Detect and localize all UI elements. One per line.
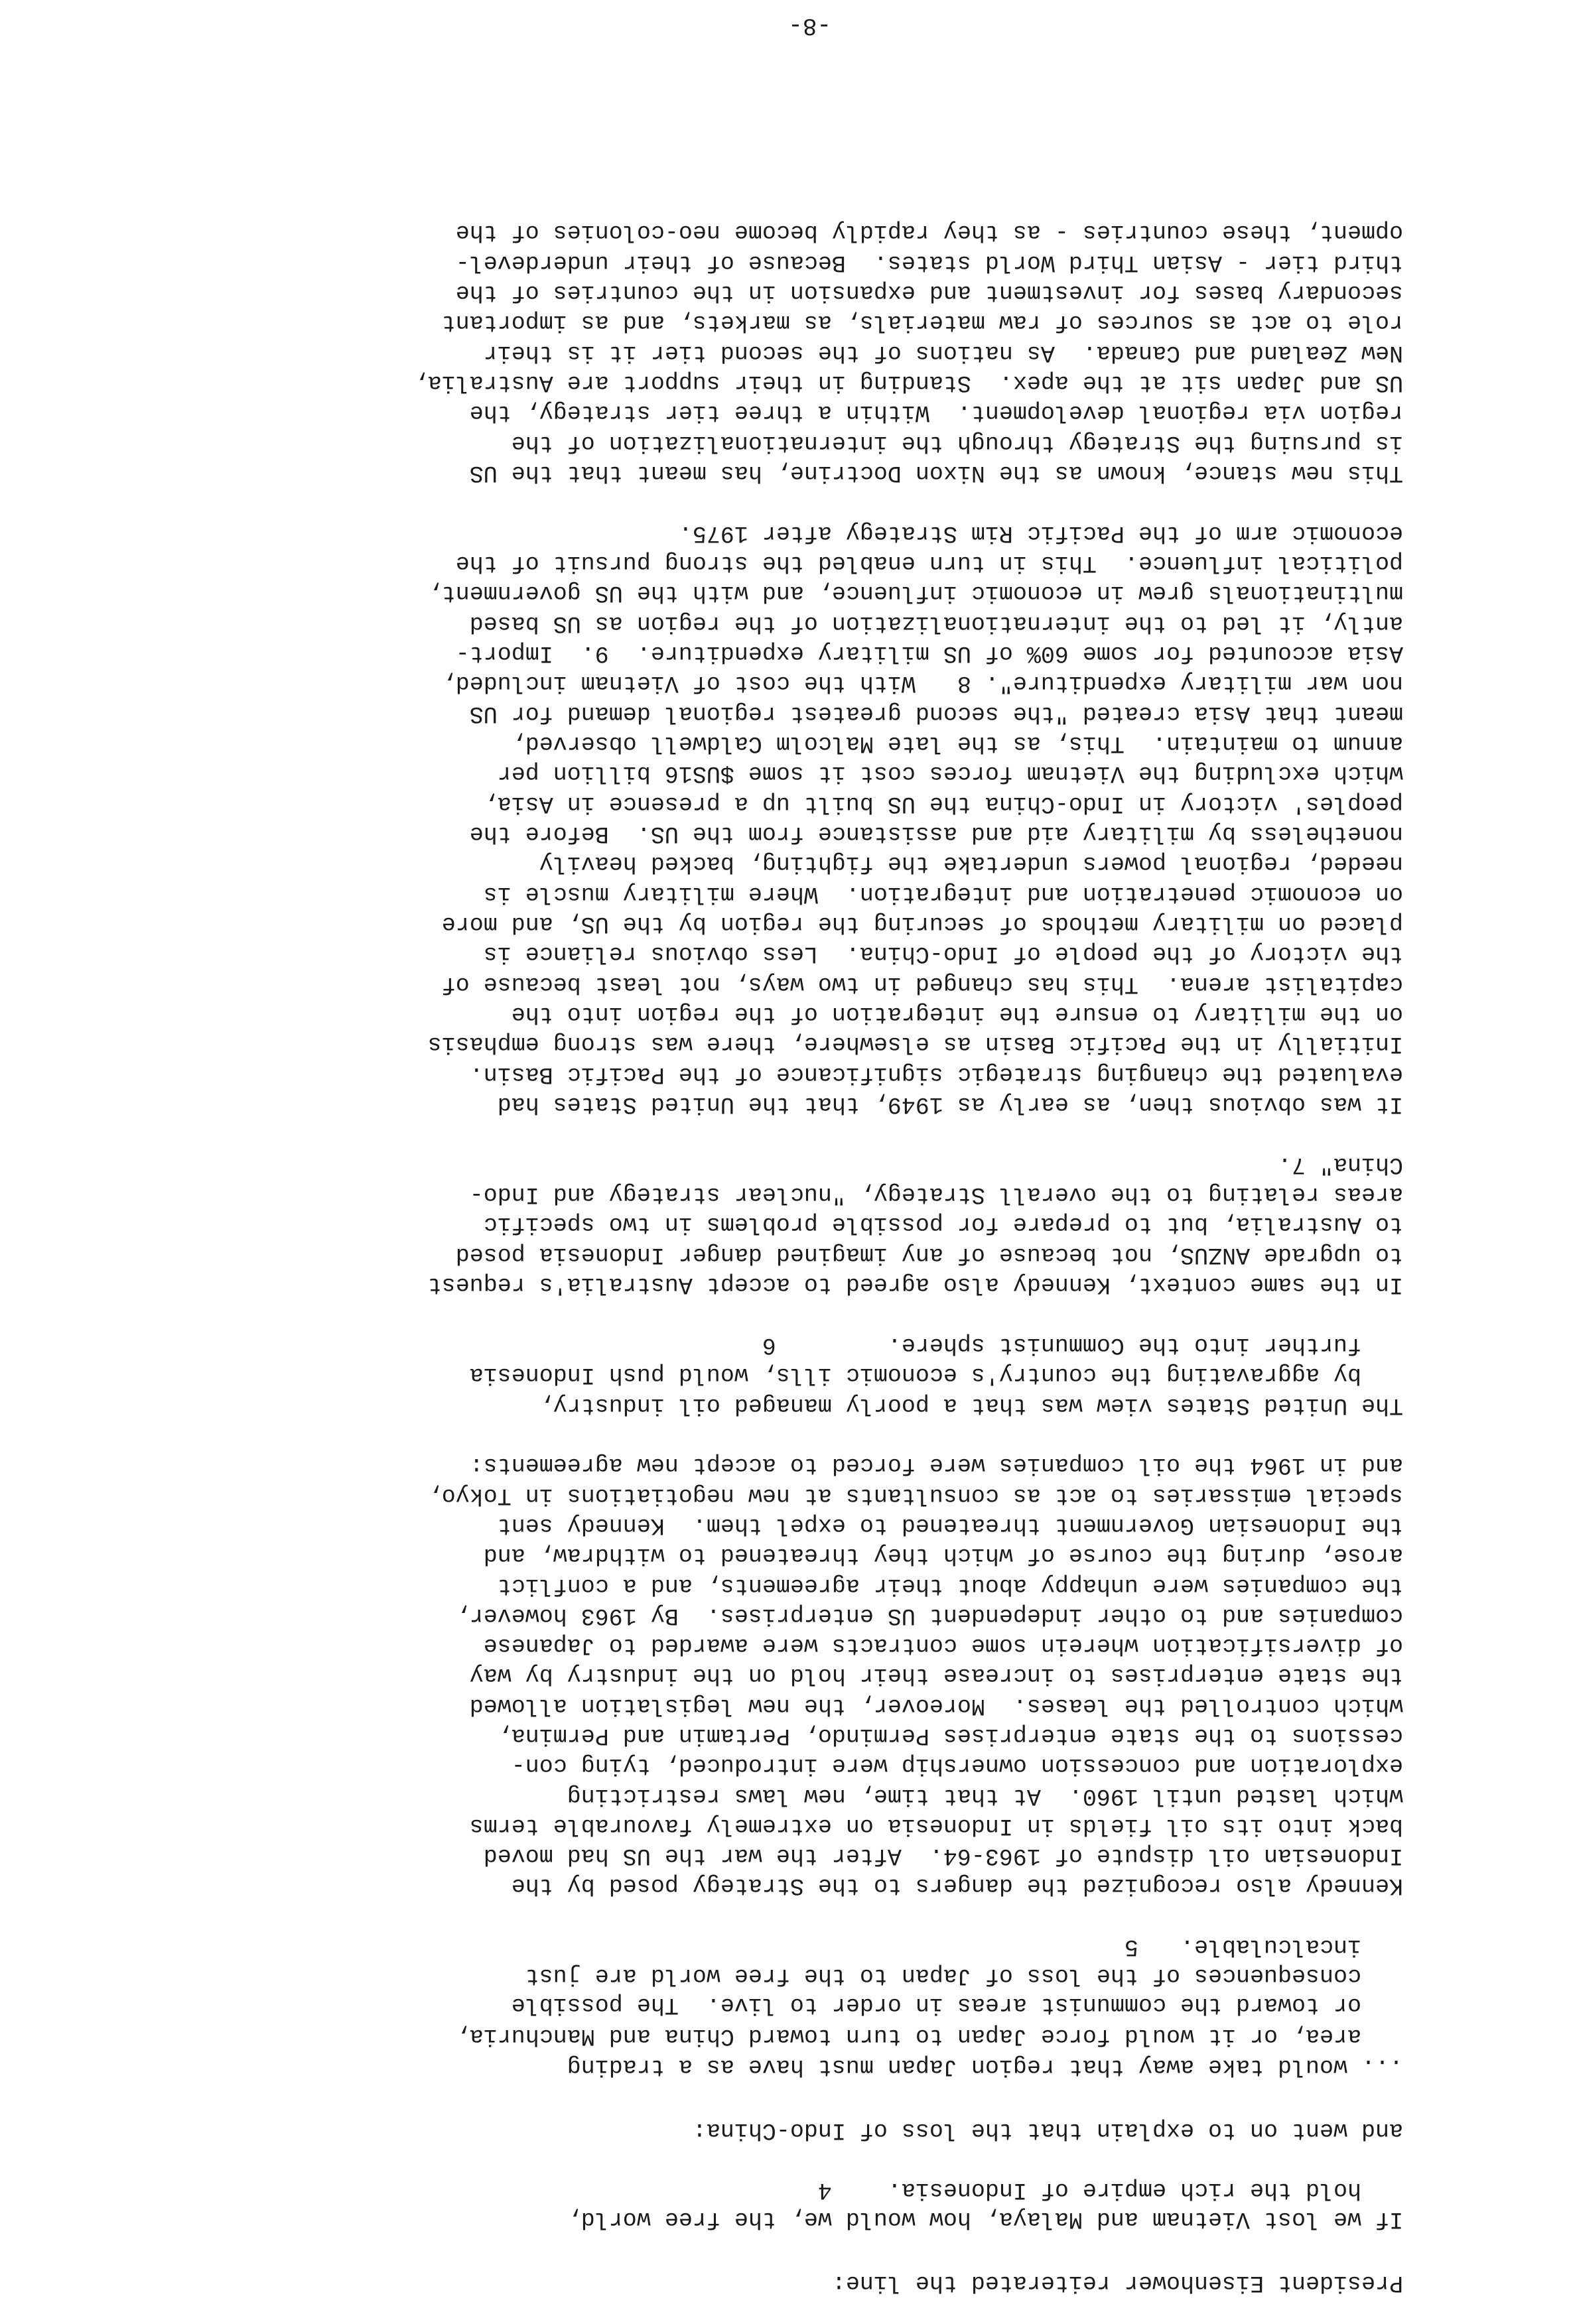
text-line: third tier - Asian Third World states. Because of their underdevel- [455,249,1403,276]
text-line: opment, these countries - as they rapidly become neo-colonies of the [455,219,1403,245]
text-line: President Eisenhower reiterated the line: [831,2270,1403,2296]
text-line: It was obvious then, as early as 1949, that the United States had [497,1091,1403,1118]
text-line: to Australia, but to prepare for possible problems in two specific [483,1211,1403,1238]
text-line: consequences of the loss of Japan to the free world are just [525,1963,1403,1989]
text-line: the companies were unhappy about their agreements, and a conflict [497,1573,1403,1599]
text-line: meant that Asia created "the second greatest regional demand for US [469,700,1403,727]
text-line: secondary bases for investment and expansion in the countries of the [455,279,1403,306]
text-line: back into its oil fields in Indonesia on extremely favourable terms [469,1813,1403,1839]
text-line: In the same context, Kennedy also agreed to accept Australia's request [427,1271,1403,1298]
text-line: China" 7. [1277,1151,1403,1178]
text-line: exploration and concession ownership were introduced, tying con- [511,1752,1403,1779]
text-line: Asia accounted for some 60% of US military expenditure. 9. Import- [455,640,1403,667]
text-line: incalculable. 5 [1124,1933,1403,1960]
text-line: special emissaries to act as consultants at new negotiations in Tokyo, [427,1482,1403,1509]
text-line: US and Japan sit at the apex. Standing in their support are Australia, [413,369,1403,396]
text-line: This new stance, known as the Nixon Doctrine, has meant that the US [469,460,1403,486]
text-line: cessions to the state enterprises Permindo, Pertamin and Permina, [497,1722,1403,1749]
text-line: to upgrade ANZUS, not because of any imagined danger Indonesia posed [455,1242,1403,1268]
text-line: political influence. This in turn enabled the strong pursuit of the [455,550,1403,576]
page-number: -8- [788,12,831,39]
text-line: the state enterprises to increase their hold on the industry by way [469,1662,1403,1689]
text-line: the victory of the people of Indo-China. Less obvious reliance is [483,940,1403,967]
text-line: Kennedy also recognized the dangers to the Strategy posed by the [511,1872,1403,1899]
text-line: annum to maintain. This, as the late Malcolm Caldwell observed, [511,730,1403,757]
text-line: nonetheless by military aid and assistance from the US. Before the [469,820,1403,847]
text-line: non war military expenditure". 8 With the cost of Vietnam included, [441,670,1403,696]
text-line: the Indonesian Government threatened to expel them. Kennedy sent [497,1512,1403,1539]
text-line: peoples' victory in Indo-China the US built up a presence in Asia, [483,791,1403,817]
text-line: Indonesian oil dispute of 1963-64. After the war the US had moved [483,1842,1403,1869]
text-line: of diversification wherein some contracts were awarded to Japanese [483,1632,1403,1659]
text-line: by aggravating the country's economic ills, would push Indonesia [469,1362,1403,1388]
text-line: multinationals grew in economic influence, and with the US government, [427,580,1403,606]
text-line: Initially in the Pacific Basin as elsewhere, there was strong emphasis [427,1031,1403,1057]
text-line: arose, during the course of which they threatened to withdraw, and [483,1542,1403,1569]
text-line: capitalist arena. This has changed in two ways, not least because of [441,971,1403,998]
text-line: ... would take away that region Japan must have as a trading [567,2053,1403,2080]
text-line: role to act as sources of raw materials, as markets, and as important [441,309,1403,336]
text-line: and in 1964 the oil companies were forced to accept new agreements: [469,1452,1403,1478]
text-line: on the military to ensure the integration of the region into the [511,1001,1403,1027]
text-line: New Zealand and Canada. As nations of the second tier it is their [483,340,1403,366]
text-line: further into the Communist sphere. 6 [762,1332,1403,1358]
text-line: hold the rich empire of Indonesia. 4 [817,2177,1403,2203]
text-line: is pursuing the Strategy through the internationalization of the [511,430,1403,456]
text-line: on economic penetration and integration. Where military muscle is [483,881,1403,907]
text-line: which controlled the leases. Moreover, the new legislation allowed [469,1693,1403,1719]
text-line: which lasted until 1960. At that time, new laws restricting [567,1783,1403,1809]
text-line: If we lost Vietnam and Malaya, how would we, the free world, [567,2206,1403,2232]
text-line: The United States view was that a poorly managed oil industry, [539,1392,1403,1419]
text-line: area, or it would force Japan to turn toward China and Manchuria, [455,2023,1403,2049]
text-line: antly, it led to the internationalization of the region as US based [469,610,1403,637]
text-line: economic arm of the Pacific Rim Strategy after 1975. [678,520,1403,547]
text-line: and went on to explain that the loss of Indo-China: [692,2117,1403,2144]
text-line: which excluding the Vietnam forces cost it some $US16 billion per [497,760,1403,787]
text-line: companies and to other independent US enterprises. By 1963 however, [455,1602,1403,1629]
text-line: region via regional development. Within a three tier strategy, the [469,399,1403,426]
text-line: placed on military methods of securing the region by the US, and more [441,911,1403,937]
text-line: or toward the communist areas in order to live. The possible [511,1992,1403,2018]
text-line: needed, regional powers undertake the fighting, backed heavily [539,850,1403,877]
text-line: areas relating to the overall Strategy, "nuclear strategy and Indo- [469,1181,1403,1208]
text-line: evaluated the changing strategic significance of the Pacific Basin. [469,1061,1403,1088]
